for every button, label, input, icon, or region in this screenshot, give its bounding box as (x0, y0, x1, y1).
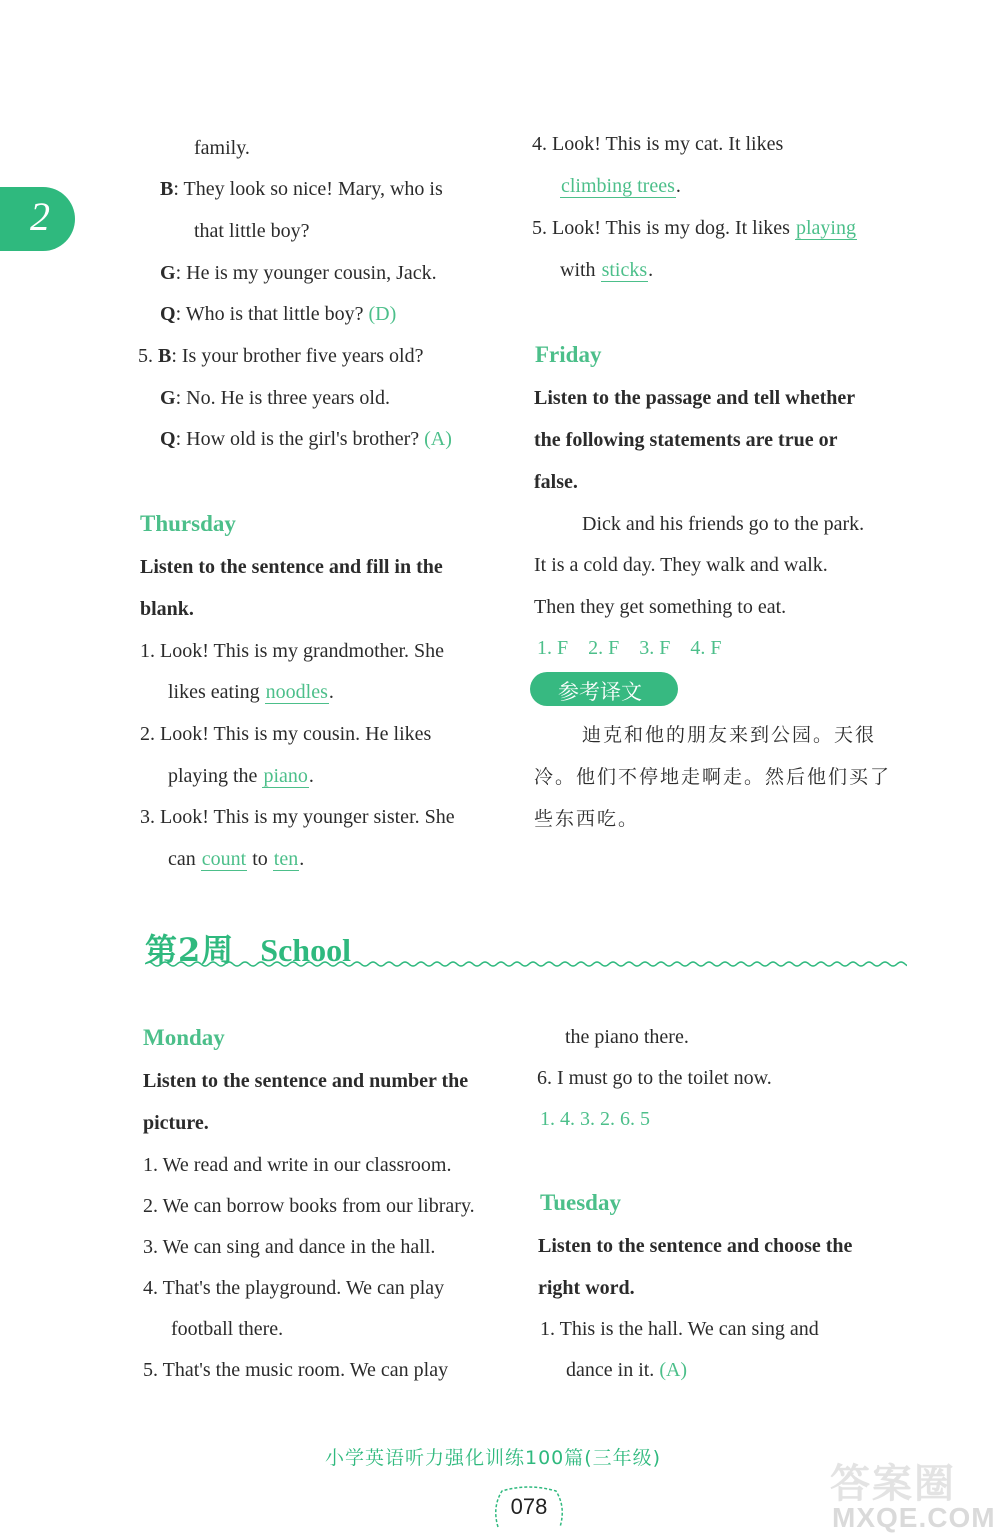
dialogue-line: 5. B: Is your brother five years old? (138, 345, 424, 367)
dialogue-line: family. (194, 137, 250, 159)
instruction: Listen to the sentence and fill in the (140, 556, 443, 578)
translation-line: 些东西吃。 (534, 808, 640, 830)
sentence: 3. We can sing and dance in the hall. (143, 1236, 436, 1258)
sentence: climbing trees. (561, 175, 681, 197)
instruction: Listen to the sentence and choose the (538, 1235, 853, 1257)
question-line: Q: How old is the girl's brother? (A) (160, 428, 452, 450)
instruction: picture. (143, 1112, 209, 1134)
sentence: the piano there. (565, 1026, 689, 1048)
book-title: 小学英语听力强化训练100篇(三年级) (325, 1447, 662, 1469)
fill-answer: ten (273, 848, 299, 870)
sentence: 1. We read and write in our classroom. (143, 1154, 452, 1176)
sentence: likes eating noodles. (168, 681, 334, 703)
fill-answer: piano (263, 765, 308, 787)
instruction: the following statements are true or (534, 429, 838, 451)
dialogue-line: G: No. He is three years old. (160, 387, 390, 409)
sentence: 1. This is the hall. We can sing and (540, 1318, 819, 1340)
watermark-logo: 答案圈 MXQE.COM (830, 1461, 996, 1533)
wavy-divider (145, 958, 907, 970)
question-line: Q: Who is that little boy? (D) (160, 303, 397, 325)
dialogue-line: B: They look so nice! Mary, who is (160, 178, 443, 200)
sentence: can count to ten. (168, 848, 305, 870)
sentence: 5. Look! This is my dog. It likes playing (532, 217, 856, 239)
fill-answer: noodles (265, 681, 328, 703)
translation-line: 迪克和他的朋友来到公园。天很 (582, 724, 877, 746)
fill-answer: count (201, 848, 247, 870)
fill-answer: climbing trees (561, 175, 675, 197)
sentence: 6. I must go to the toilet now. (537, 1067, 772, 1089)
fill-answer: sticks (601, 259, 648, 281)
sentence: 2. We can borrow books from our library. (143, 1195, 475, 1217)
reference-translation-badge: 参考译文 (530, 672, 678, 706)
answer-choice: (D) (368, 303, 397, 325)
answer-choice: (A) (659, 1359, 688, 1381)
section-title-monday: Monday (143, 1025, 225, 1050)
instruction: Listen to the passage and tell whether (534, 387, 856, 409)
unit-tab (0, 187, 75, 251)
translation-line: 冷。他们不停地走啊走。然后他们买了 (534, 766, 892, 788)
passage-line: It is a cold day. They walk and walk. (534, 554, 828, 576)
section-title-friday: Friday (535, 342, 602, 367)
instruction: right word. (538, 1277, 635, 1299)
sentence: 5. That's the music room. We can play (143, 1359, 449, 1381)
sentence: 3. Look! This is my younger sister. She (140, 806, 455, 828)
sentence: 4. That's the playground. We can play (143, 1277, 445, 1299)
answer-key: 1. 4. 3. 2. 6. 5 (540, 1108, 650, 1130)
instruction: blank. (140, 598, 194, 620)
instruction: Listen to the sentence and number the (143, 1070, 469, 1092)
sentence: dance in it. (A) (566, 1359, 688, 1381)
week-heading: 第2周 School (145, 931, 351, 969)
answer-key: 1. F 2. F 3. F 4. F (537, 637, 722, 659)
sentence: with sticks. (560, 259, 654, 281)
section-title-thursday: Thursday (140, 511, 236, 536)
sentence: 4. Look! This is my cat. It likes (532, 133, 784, 155)
fill-answer: playing (795, 217, 856, 239)
passage-line: Then they get something to eat. (534, 596, 787, 618)
sentence: football there. (171, 1318, 284, 1340)
unit-tab-number: 2 (30, 194, 50, 239)
passage-line: Dick and his friends go to the park. (582, 513, 865, 535)
dialogue-line: that little boy? (194, 220, 310, 242)
sentence: 2. Look! This is my cousin. He likes (140, 723, 432, 745)
sentence: 1. Look! This is my grandmother. She (140, 640, 445, 662)
sentence: playing the piano. (168, 765, 314, 787)
section-title-tuesday: Tuesday (540, 1190, 621, 1215)
page-number: 078 (490, 1485, 568, 1529)
dialogue-line: G: He is my younger cousin, Jack. (160, 262, 437, 284)
instruction: false. (534, 471, 578, 493)
answer-choice: (A) (424, 428, 452, 450)
